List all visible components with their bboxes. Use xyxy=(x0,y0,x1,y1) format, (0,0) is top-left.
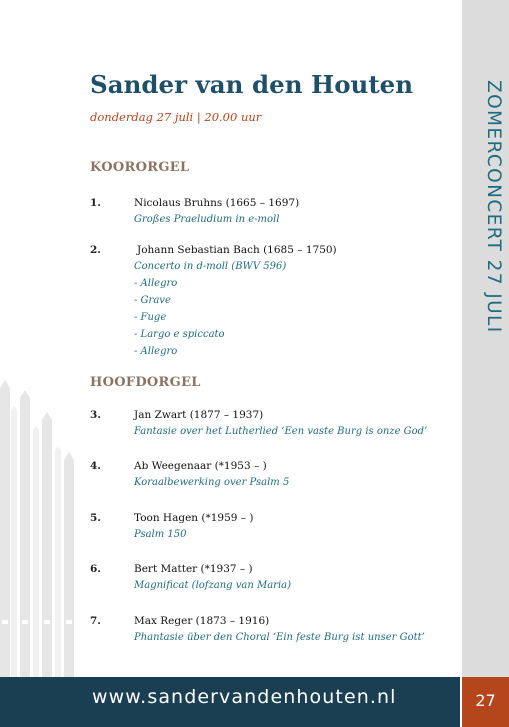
item-number: 6. xyxy=(90,563,101,575)
work-title: Phantasie über den Choral ‘Ein feste Burg ist unser Gott’ xyxy=(134,632,425,643)
page-number: 27 xyxy=(475,691,496,710)
section-heading-hoofdorgel: HOOFDORGEL xyxy=(90,375,201,390)
movement: - Grave xyxy=(134,295,171,306)
item-number: 1. xyxy=(90,197,101,209)
item-number: 5. xyxy=(90,512,101,524)
sidebar-label: ZOMERCONCERT 27 JULI xyxy=(483,80,504,334)
concert-date-time: donderdag 27 juli | 20.00 uur xyxy=(90,110,262,124)
organ-pipes-graphic xyxy=(0,380,90,677)
work-title: Koraalbewerking over Psalm 5 xyxy=(134,477,290,488)
composer-name: Nicolaus Bruhns (1665 – 1697) xyxy=(134,197,300,209)
item-number: 7. xyxy=(90,615,101,627)
work-title: Magnificat (lofzang van Maria) xyxy=(134,580,292,591)
movement: - Fuge xyxy=(134,312,167,323)
work-title: Concerto in d-moll (BWV 596) xyxy=(134,261,287,272)
composer-name: Bert Matter (*1937 – ) xyxy=(134,563,253,575)
work-title: Psalm 150 xyxy=(134,529,187,540)
item-number: 3. xyxy=(90,409,101,421)
composer-name: Jan Zwart (1877 – 1937) xyxy=(134,409,264,421)
section-heading-koororgel: KOORORGEL xyxy=(90,160,190,175)
work-title: Großes Praeludium in e-moll xyxy=(134,214,280,225)
composer-name: Toon Hagen (*1959 – ) xyxy=(134,512,254,524)
movement: - Allegro xyxy=(134,278,178,289)
composer-name: Ab Weegenaar (*1953 – ) xyxy=(134,460,267,472)
composer-name: Max Reger (1873 – 1916) xyxy=(134,615,270,627)
movement: - Allegro xyxy=(134,346,178,357)
composer-name: Johann Sebastian Bach (1685 – 1750) xyxy=(137,244,337,256)
item-number: 4. xyxy=(90,460,101,472)
movement: - Largo e spiccato xyxy=(134,329,225,340)
work-title: Fantasie over het Lutherlied ‘Een vaste Burg is onze God’ xyxy=(134,426,428,437)
item-number: 2. xyxy=(90,244,101,256)
website-link[interactable]: www.sandervandenhouten.nl xyxy=(92,686,397,708)
page-title: Sander van den Houten xyxy=(90,70,414,99)
